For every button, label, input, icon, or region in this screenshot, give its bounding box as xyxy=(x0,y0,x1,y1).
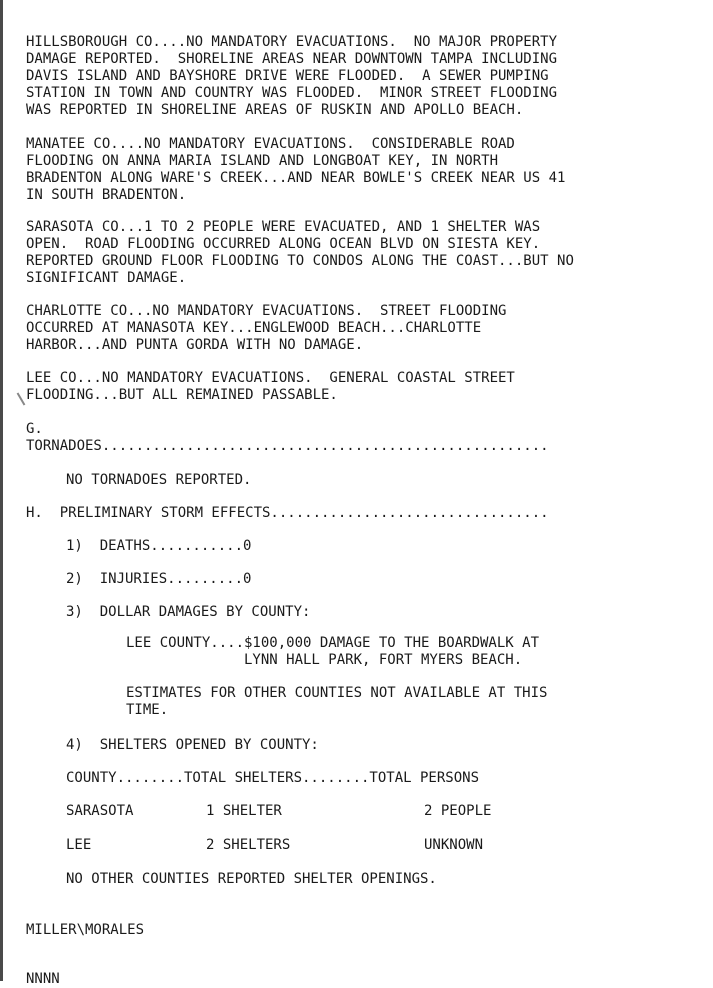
shelter-persons-cell: 2 PEOPLE xyxy=(424,803,492,819)
no-other-shelters-text: NO OTHER COUNTIES REPORTED SHELTER OPENINGS. xyxy=(66,871,437,887)
end-of-message-marker: NNNN xyxy=(26,971,60,987)
lee-county-damage: LEE COUNTY....$100,000 DAMAGE TO THE BOARDWALK AT LYNN HALL PARK, FORT MYERS BEACH. xyxy=(126,635,540,668)
other-counties-estimate: ESTIMATES FOR OTHER COUNTIES NOT AVAILABLE AT THIS TIME. xyxy=(126,685,548,718)
scan-speck xyxy=(17,392,26,405)
section-g-heading: TORNADOES..................................................... xyxy=(26,438,549,454)
section-h-heading: H. PRELIMINARY STORM EFFECTS................................. xyxy=(26,505,549,521)
shelter-persons-cell: UNKNOWN xyxy=(424,837,484,853)
shelter-count-cell: 1 SHELTER xyxy=(206,803,282,819)
scan-edge-shadow xyxy=(0,0,3,981)
sarasota-paragraph: SARASOTA CO...1 TO 2 PEOPLE WERE EVACUATED, AND 1 SHELTER WAS OPEN. ROAD FLOODING OCCURRED ALONG OCEAN BLVD ON SIESTA KEY. REPORTED GROUND FLOOR FLOODING TO CONDOS ALONG THE COAST...BUT NO SIGNIFICANT DAMAGE. xyxy=(26,219,574,286)
injuries-item: 2) INJURIES.........0 xyxy=(66,571,252,587)
shelter-county-cell: LEE xyxy=(66,837,92,853)
hillsborough-paragraph: HILLSBOROUGH CO....NO MANDATORY EVACUATIONS. NO MAJOR PROPERTY DAMAGE REPORTED. SHORELINE AREAS NEAR DOWNTOWN TAMPA INCLUDING DAVIS ISLAND AND BAYSHORE DRIVE WERE FLOODED. A SEWER PUMPING STATION IN TOWN AND COUNTRY WAS FLOODED. MINOR STREET FLOODING WAS REPORTED IN SHORELINE AREAS OF RUSKIN AND APOLLO BEACH. xyxy=(26,34,558,118)
author-signature: MILLER\MORALES xyxy=(26,922,145,938)
no-tornadoes-text: NO TORNADOES REPORTED. xyxy=(66,472,252,488)
manatee-paragraph: MANATEE CO....NO MANDATORY EVACUATIONS. CONSIDERABLE ROAD FLOODING ON ANNA MARIA ISLAND AND LONGBOAT KEY, IN NORTH BRADENTON ALONG WARE'S CREEK...AND NEAR BOWLE'S CREEK NEAR US 41 IN SOUTH BRADENTON. xyxy=(26,136,566,203)
deaths-item: 1) DEATHS...........0 xyxy=(66,538,252,554)
charlotte-paragraph: CHARLOTTE CO...NO MANDATORY EVACUATIONS. STREET FLOODING OCCURRED AT MANASOTA KEY...ENGLEWOOD BEACH...CHARLOTTE HARBOR...AND PUNTA GORDA WITH NO DAMAGE. xyxy=(26,303,507,353)
section-g-letter: G. xyxy=(26,421,43,437)
shelter-county-cell: SARASOTA xyxy=(66,803,134,819)
shelter-table-header: COUNTY........TOTAL SHELTERS........TOTAL PERSONS xyxy=(66,770,480,786)
shelter-count-cell: 2 SHELTERS xyxy=(206,837,291,853)
lee-paragraph: LEE CO...NO MANDATORY EVACUATIONS. GENERAL COASTAL STREET FLOODING...BUT ALL REMAINED PASSABLE. xyxy=(26,370,515,403)
shelters-heading: 4) SHELTERS OPENED BY COUNTY: xyxy=(66,737,319,753)
dollar-damages-heading: 3) DOLLAR DAMAGES BY COUNTY: xyxy=(66,604,311,620)
